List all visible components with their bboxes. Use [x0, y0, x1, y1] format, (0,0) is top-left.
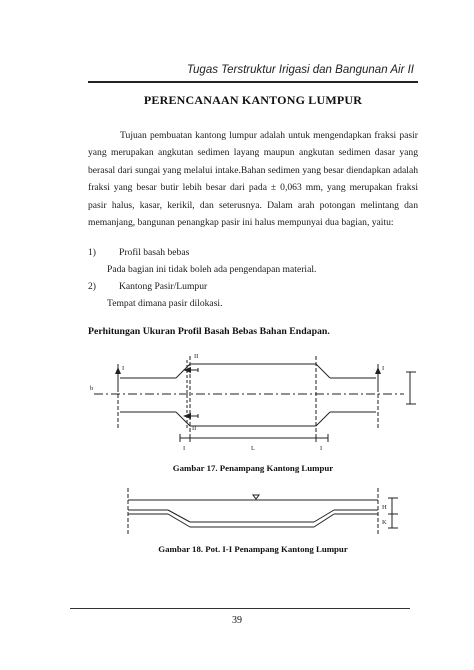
- footer-rule: [70, 608, 410, 609]
- section-label-bottom: II: [192, 425, 197, 432]
- header-rule: [88, 81, 418, 83]
- list-item-number: 1): [88, 247, 96, 258]
- intro-paragraph-text: Tujuan pembuatan kantong lumpur adalah untuk mengendapkan fraksi pasir yang merupakan angkutan sedimen layang maupun angkutan sedimen dasar yang berasal dari sungai yang melalui intake.Bahan sedimen yang besar diendapkan adalah fraksi yang besar butir lebih besar dari pada ± 0,063 mm, yang merupakan fraksi pasir halus, kasar, kerikil, dan seterusnya. Dalam arah potongan melintang dan memanjang, bangunan penangkap pasir ini halus mempunyai dua bagian, yaitu:: [88, 130, 418, 229]
- list-item-2: [88, 281, 207, 292]
- list-item-number: 2): [88, 281, 96, 292]
- figure-17-caption: Gambar 17. Penampang Kantong Lumpur: [172, 463, 334, 473]
- arrow-up-right-icon: [375, 367, 381, 374]
- dimension-label-right: I: [320, 445, 323, 452]
- channel-top-right-transition: [316, 364, 330, 378]
- running-header: Tugas Terstruktur Irigasi dan Bangunan Air II: [186, 64, 414, 76]
- marker-label-left: I: [122, 365, 125, 372]
- arrow-up-left-icon: [115, 367, 121, 374]
- height-label-h: H: [382, 504, 387, 511]
- water-level-icon: [253, 495, 259, 499]
- section-label-top: II: [194, 353, 199, 360]
- page-title: PERENCANAAN KANTONG LUMPUR: [143, 93, 363, 107]
- page-number: 39: [232, 615, 242, 626]
- intro-paragraph: [88, 127, 418, 231]
- dimension-label-left: I: [183, 445, 186, 452]
- list-item-1: [88, 247, 189, 258]
- section-heading: Perhitungan Ukuran Profil Basah Bebas Bahan Endapan.: [88, 326, 330, 337]
- list-item-1-description: Pada bagian ini tidak boleh ada pengendapan material.: [107, 264, 317, 275]
- width-label-b: b: [90, 385, 94, 392]
- figure-18-caption: Gambar 18. Pot. I-I Penampang Kantong Lumpur: [158, 544, 348, 554]
- dimension-label-length: L: [251, 445, 255, 452]
- list-item-2-description: Tempat dimana pasir dilokasi.: [107, 298, 223, 309]
- figure-18-section-diagram: [88, 484, 418, 542]
- figure-17-plan-diagram: [88, 346, 428, 458]
- arrow-bottom-ii-icon: [183, 413, 191, 419]
- marker-label-right: I: [382, 365, 385, 372]
- height-label-k: K: [382, 519, 387, 526]
- list-item-label: Kantong Pasir/Lumpur: [119, 281, 208, 292]
- list-item-label: Profil basah bebas: [119, 247, 190, 258]
- channel-bottom-left-transition: [176, 412, 190, 426]
- channel-bottom-right-transition: [316, 412, 330, 426]
